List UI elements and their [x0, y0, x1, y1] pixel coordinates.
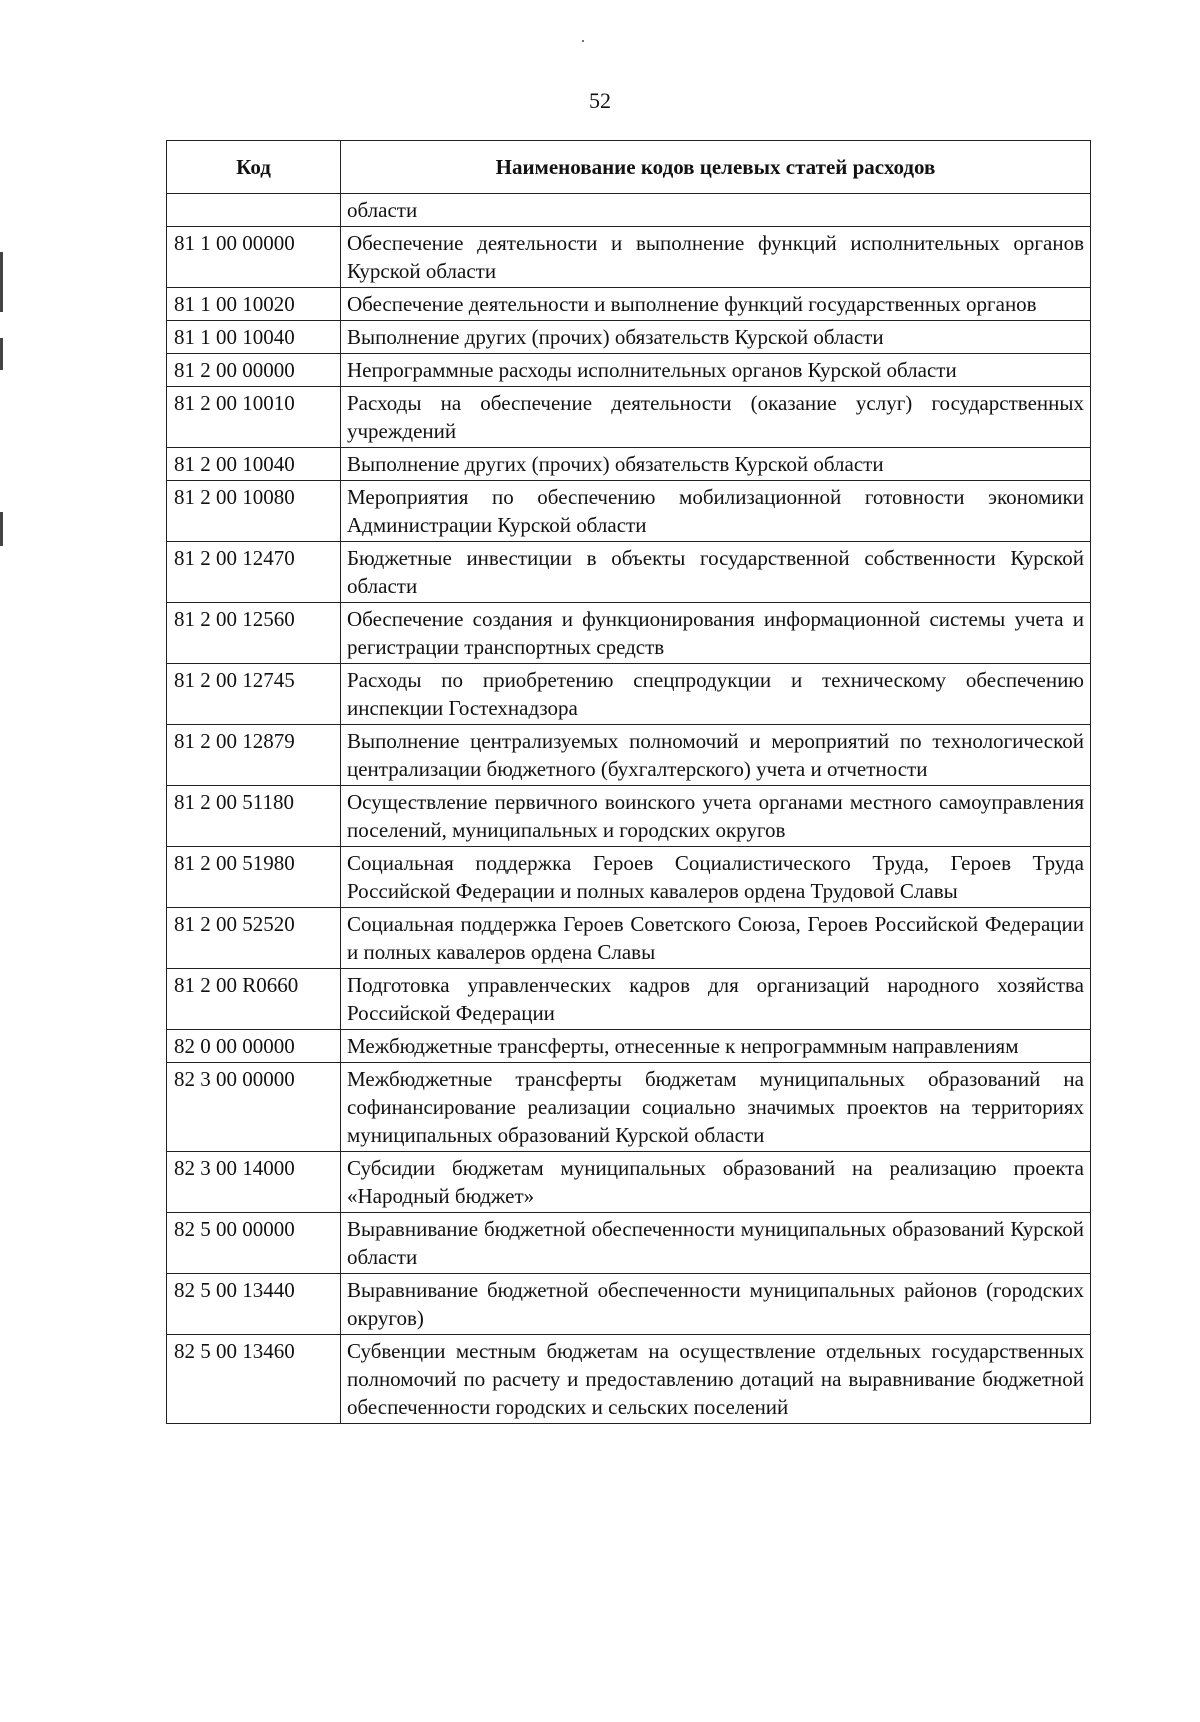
row-name: Мероприятия по обеспечению мобилизационной готовности экономики Администрации Курской области	[341, 481, 1091, 542]
header-name: Наименование кодов целевых статей расходов	[341, 141, 1091, 194]
row-code: 81 2 00 12470	[167, 542, 341, 603]
table-row	[167, 603, 1091, 664]
row-code: 81 2 00 12879	[167, 725, 341, 786]
table-row	[167, 387, 1091, 448]
row-code: 81 2 00 51980	[167, 847, 341, 908]
row-code: 81 2 00 10010	[167, 387, 341, 448]
row-name: Бюджетные инвестиции в объекты государственной собственности Курской области	[341, 542, 1091, 603]
row-name: Социальная поддержка Героев Советского Союза, Героев Российской Федерации и полных кавалеров ордена Славы	[341, 908, 1091, 969]
row-code: 81 2 00 10080	[167, 481, 341, 542]
row-name: Непрограммные расходы исполнительных органов Курской области	[341, 354, 1091, 387]
row-name: Выполнение других (прочих) обязательств Курской области	[341, 448, 1091, 481]
table-row	[167, 1274, 1091, 1335]
table-row	[167, 1063, 1091, 1152]
row-code: 82 5 00 13440	[167, 1274, 341, 1335]
table-row	[167, 448, 1091, 481]
row-code: 81 1 00 10040	[167, 321, 341, 354]
table-row	[167, 1335, 1091, 1424]
scan-edge-mark	[0, 252, 3, 312]
table-row	[167, 227, 1091, 288]
table-row	[167, 1152, 1091, 1213]
row-name: Выравнивание бюджетной обеспеченности муниципальных районов (городских округов)	[341, 1274, 1091, 1335]
table-row	[167, 288, 1091, 321]
page-number: 52	[589, 88, 611, 113]
scan-speck	[582, 40, 584, 42]
table-row	[167, 1213, 1091, 1274]
row-name: Осуществление первичного воинского учета органами местного самоуправления поселений, муниципальных и городских округов	[341, 786, 1091, 847]
row-name: Обеспечение деятельности и выполнение функций государственных органов	[341, 288, 1091, 321]
table-row	[167, 908, 1091, 969]
table-row	[167, 847, 1091, 908]
table-row	[167, 354, 1091, 387]
row-code: 82 5 00 00000	[167, 1213, 341, 1274]
row-name: области	[341, 194, 1091, 227]
row-name: Обеспечение создания и функционирования информационной системы учета и регистрации транспортных средств	[341, 603, 1091, 664]
row-code: 81 1 00 00000	[167, 227, 341, 288]
table-row	[167, 664, 1091, 725]
row-name: Обеспечение деятельности и выполнение функций исполнительных органов Курской области	[341, 227, 1091, 288]
row-code: 81 2 00 12560	[167, 603, 341, 664]
row-code: 82 3 00 14000	[167, 1152, 341, 1213]
row-code: 81 2 00 R0660	[167, 969, 341, 1030]
row-code: 81 2 00 51180	[167, 786, 341, 847]
row-name: Межбюджетные трансферты бюджетам муниципальных образований на софинансирование реализации социально значимых проектов на территориях муниципальных образований Курской области	[341, 1063, 1091, 1152]
table-row	[167, 969, 1091, 1030]
scan-edge-mark	[0, 338, 3, 370]
row-code: 81 2 00 00000	[167, 354, 341, 387]
table-row	[167, 542, 1091, 603]
row-code: 81 2 00 12745	[167, 664, 341, 725]
row-name: Субвенции местным бюджетам на осуществление отдельных государственных полномочий по расчету и предоставлению дотаций на выравнивание бюджетной обеспеченности городских и сельских поселений	[341, 1335, 1091, 1424]
row-code: 82 5 00 13460	[167, 1335, 341, 1424]
table-row	[167, 321, 1091, 354]
row-name: Подготовка управленческих кадров для организаций народного хозяйства Российской Федерации	[341, 969, 1091, 1030]
row-name: Расходы на обеспечение деятельности (оказание услуг) государственных учреждений	[341, 387, 1091, 448]
row-name: Субсидии бюджетам муниципальных образований на реализацию проекта «Народный бюджет»	[341, 1152, 1091, 1213]
scan-edge-mark	[0, 512, 3, 546]
row-code: 81 2 00 52520	[167, 908, 341, 969]
row-name: Межбюджетные трансферты, отнесенные к непрограммным направлениям	[341, 1030, 1091, 1063]
row-name: Выполнение других (прочих) обязательств Курской области	[341, 321, 1091, 354]
table-header-row	[167, 141, 1091, 194]
row-name: Социальная поддержка Героев Социалистического Труда, Героев Труда Российской Федерации и полных кавалеров ордена Трудовой Славы	[341, 847, 1091, 908]
row-name: Выравнивание бюджетной обеспеченности муниципальных образований Курской области	[341, 1213, 1091, 1274]
row-name: Выполнение централизуемых полномочий и мероприятий по технологической централизации бюджетного (бухгалтерского) учета и отчетности	[341, 725, 1091, 786]
table-row	[167, 481, 1091, 542]
row-code	[167, 194, 341, 227]
table-row	[167, 1030, 1091, 1063]
budget-codes-table	[166, 140, 1091, 1424]
table-row	[167, 786, 1091, 847]
table-row	[167, 725, 1091, 786]
table-body	[167, 194, 1091, 1424]
row-code: 81 1 00 10020	[167, 288, 341, 321]
row-code: 81 2 00 10040	[167, 448, 341, 481]
row-code: 82 3 00 00000	[167, 1063, 341, 1152]
header-code: Код	[167, 141, 341, 194]
row-code: 82 0 00 00000	[167, 1030, 341, 1063]
table-row	[167, 194, 1091, 227]
row-name: Расходы по приобретению спецпродукции и техническому обеспечению инспекции Гостехнадзора	[341, 664, 1091, 725]
